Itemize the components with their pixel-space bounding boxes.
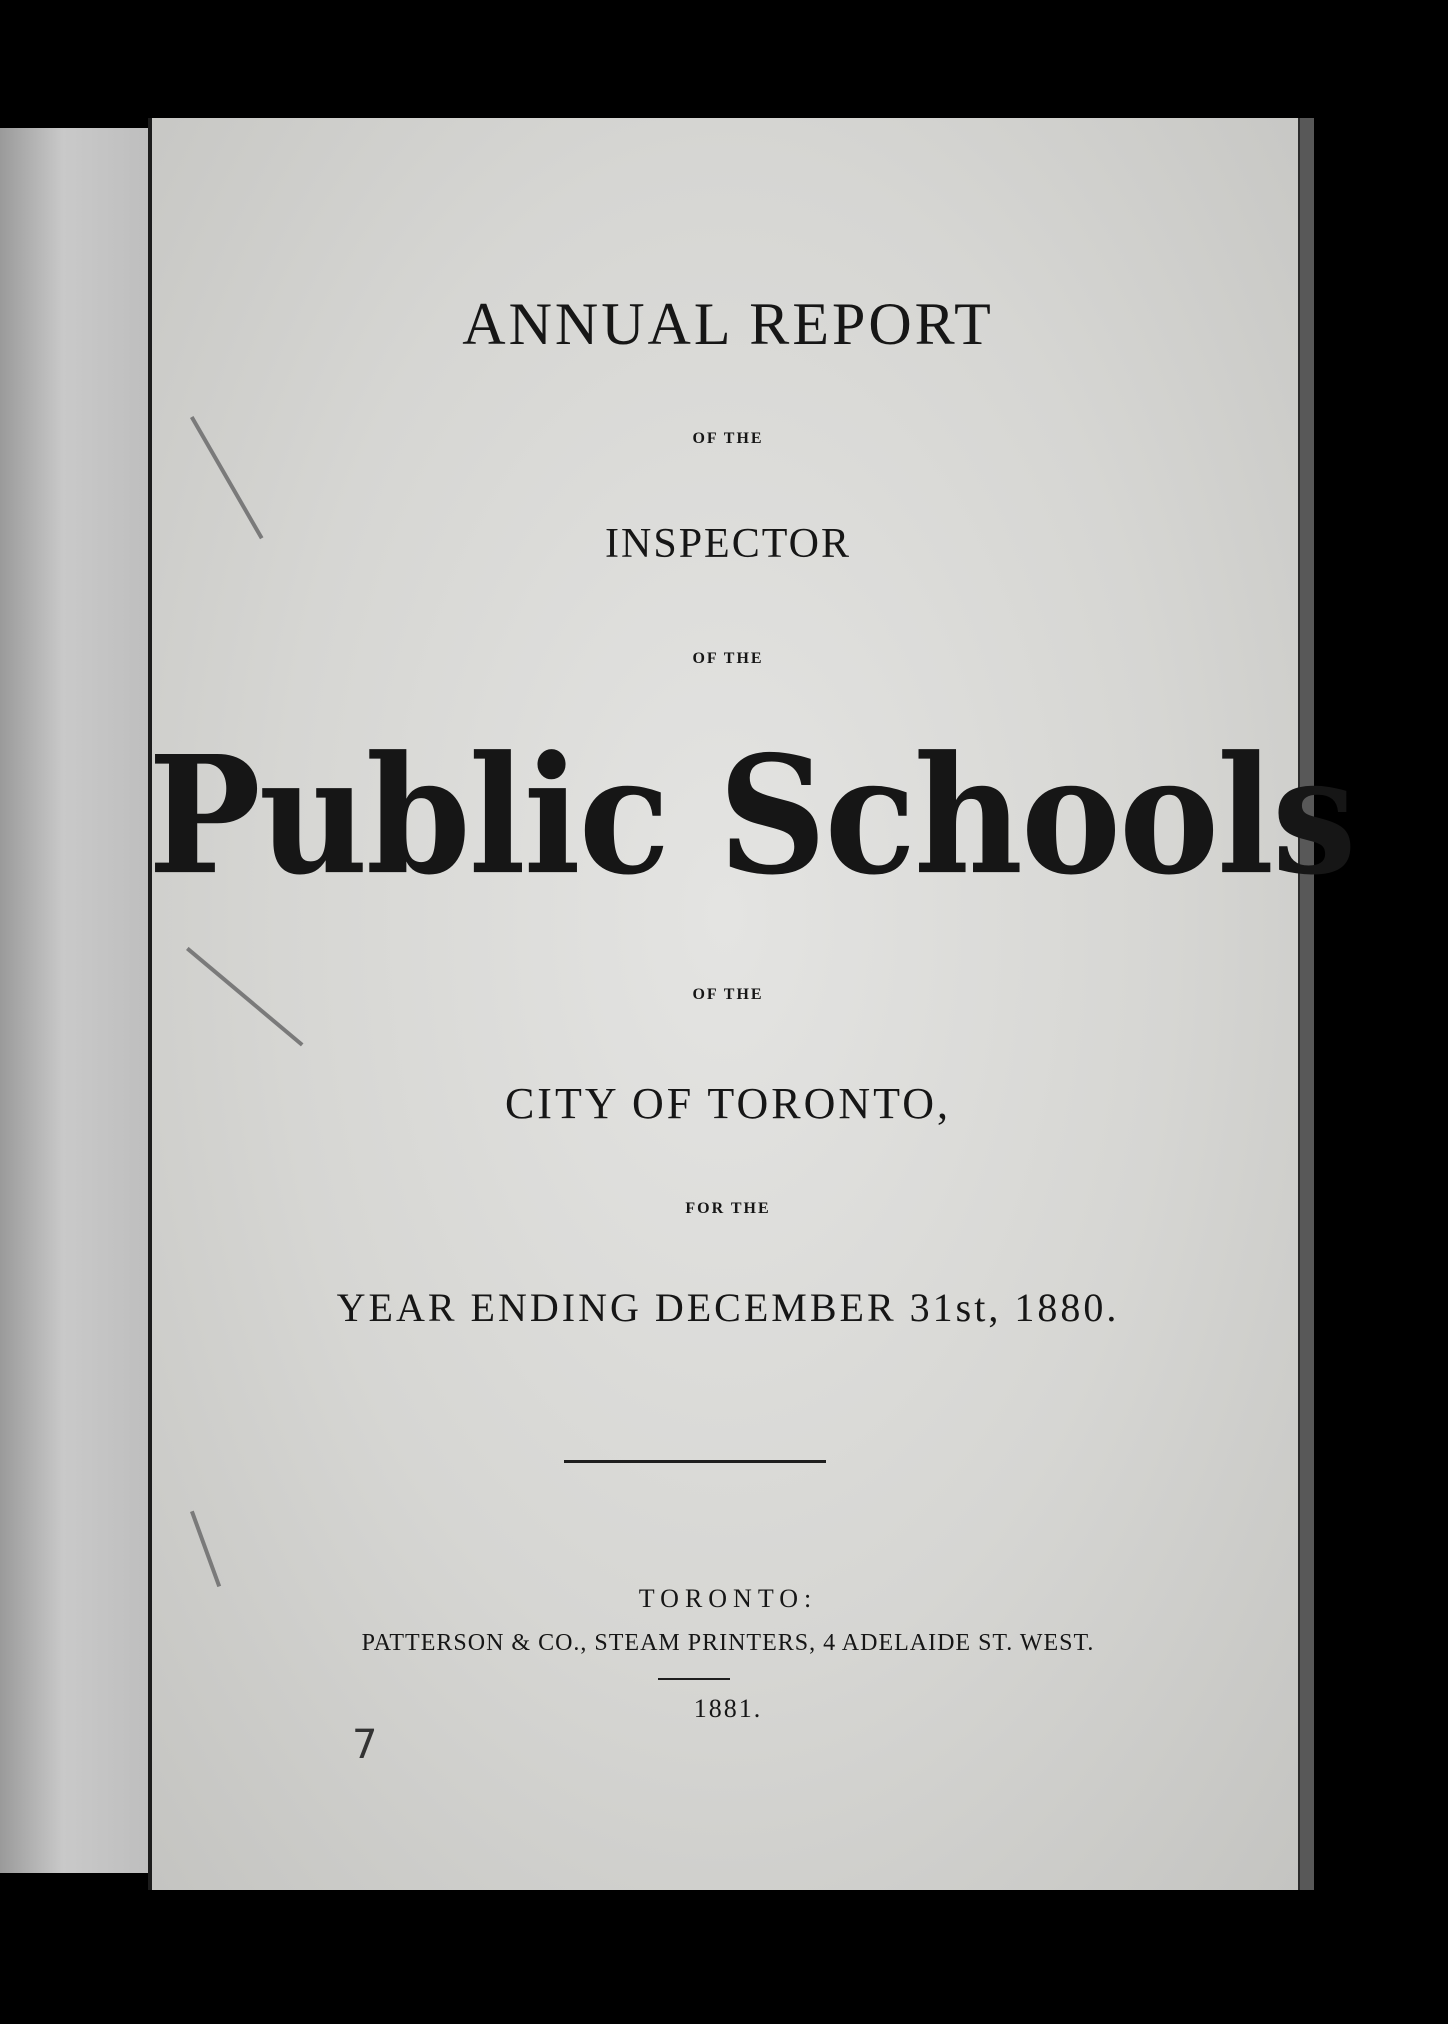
city-line: CITY OF TORONTO, <box>504 1079 952 1128</box>
of-the-line: OF THE <box>692 650 764 667</box>
period-line: YEAR ENDING DECEMBER 31st, 1880. <box>336 1285 1120 1330</box>
of-the-line: OF THE <box>692 986 764 1003</box>
page-edge <box>1300 118 1314 1890</box>
imprint-city: TORONTO: <box>638 1584 818 1613</box>
short-rule <box>658 1678 730 1680</box>
of-the-line: OF THE <box>692 430 764 447</box>
report-heading: ANNUAL REPORT <box>462 291 994 357</box>
report-subject: INSPECTOR <box>605 521 851 567</box>
for-the-line: FOR THE <box>685 1200 771 1217</box>
publication-year: 1881. <box>693 1694 763 1723</box>
main-title: Public Schools <box>148 720 1355 912</box>
adjacent-cover-page <box>0 128 161 1873</box>
title-page <box>148 118 1355 1890</box>
printer-line: PATTERSON & CO., STEAM PRINTERS, 4 ADELAIDE ST. WEST. <box>361 1630 1095 1656</box>
handwritten-margin-mark: 7 <box>352 1722 378 1768</box>
divider-rule <box>564 1460 826 1463</box>
